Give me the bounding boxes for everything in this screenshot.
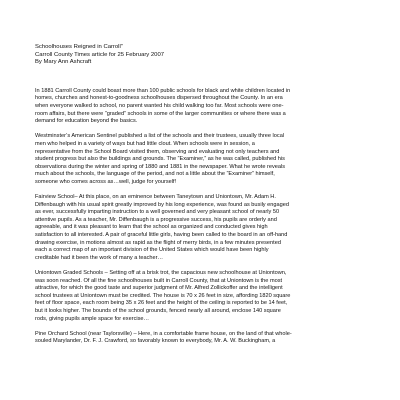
paragraph-fairview [35,194,371,262]
text-line: In 1881 Carroll County could boast more than 100 public schools for black and white children located in [35,87,291,94]
text-line: school trustees at Uniontown must be credited. The house is 70 x 26 feet in size, affording 1820 square [35,292,291,299]
text-line: observations during the winter and spring of 1880 and 1881 in the newspaper. What he wrote reveals [35,163,286,170]
text-line: agreeable, and it was pleasant to learn that the school as organized and conducted gives high [35,224,268,231]
text-line: much about the schools, the language of the period, and not a little about the “Examiner” himself, [35,171,275,178]
text-line: Pine Orchard School (near Taylorsville) – Here, in a comfortable frame house, on the land of that whole- [35,330,292,337]
text-line: satisfaction to all interested. A pair of graceful little girls, having been called to the board in an off-hand [35,232,288,239]
text-line: representative from the School Board visited them, observing and evaluating not only teachers and [35,148,280,155]
text-line: demand for education beyond the basics. [35,118,138,125]
text-line: someone who comes across as…well, judge for yourself! [35,178,177,185]
paragraph-sentinel [35,133,371,186]
text-line: when everyone walked to school, no parent wanted his child walking too far. Most schools were one- [35,102,284,109]
document-page [35,44,371,354]
text-line: room affairs, but there were “graded” schools in some of the larger communities or where there was a [35,110,286,117]
text-line: was soon reached. Of all the fine schoolhouses built in Carroll County, that at Uniontown is the most [35,277,283,284]
text-line: attentive pupils. As a teacher, Mr. Diffenbaugh is a progressive success, his pupils are orderly and [35,216,277,223]
text-line: drawing exercise, in motions almost as rapid as the flight of merry birds, in a few minutes presented [35,239,281,246]
article-title: Schoolhouses Reigned in Carroll” [35,44,123,50]
text-line: feet of floor space, each room being 35 x 26 feet and the height of the ceiling is reported to be 14 feet, [35,300,288,307]
paragraph-intro [35,88,371,126]
paragraph-uniontown [35,270,371,323]
article-source: Carroll County Times article for 25 February 2007 [35,51,164,58]
text-line: creditable had it been the work of many a teacher… [35,254,164,261]
text-line: attractive, for which the good taste and superior judgment of Mr. Alfred Zollickoffer and the intelligent [35,285,283,292]
text-line: Diffenbaugh with his usual spirit greatly improved by his long experience, was found as busily engaged [35,201,289,208]
text-line: homes, churches and honest-to-goodness schoolhouses dispersed throughout the County. In an era [35,95,283,102]
text-line: Fairview School– At this place, on an eminence between Taneytown and Uniontown, Mr. Adam H. [35,194,276,201]
text-line: souled Marylander, Dr. F. J. Crawford, so favorably known to everybody, Mr. A. W. Buckingham, a [35,338,276,345]
text-line: rods, giving pupils ample space for exercise… [35,315,150,322]
text-line: each a correct map of an important division of the United States which would have been highly [35,247,269,254]
paragraph-pine-orchard [35,331,371,346]
text-line: student progress but also the buildings and grounds. The “Examiner,” as he was called, published his [35,156,285,163]
text-line: men who helped in a variety of ways but had little clout. When schools were in session, a [35,140,255,147]
text-line: Westminster’s American Sentinel published a list of the schools and their trustees, usually three local [35,133,285,140]
text-line: as ever, successfully imparting instruction to a well governed and very pleasant school of nearly 50 [35,209,280,216]
text-line: Uniontown Graded Schools – Setting off at a brisk trot, the capacious new schoolhouse at Uniontown, [35,270,287,277]
article-header [35,44,371,67]
article-byline: By Mary Ann Ashcraft [35,59,92,66]
text-line: but it looks higher. The bounds of the school grounds, fenced nearly all around, enclose 140 square [35,308,281,314]
